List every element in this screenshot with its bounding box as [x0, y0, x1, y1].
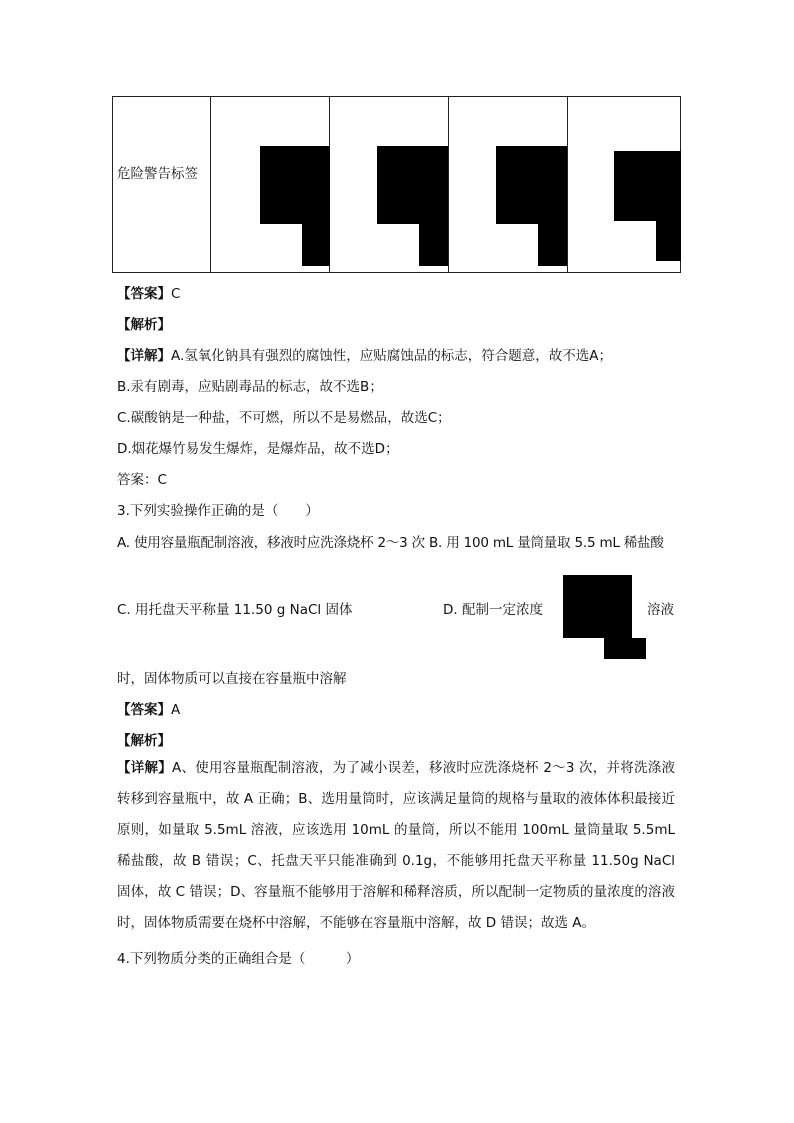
q2-detail-b: B.汞有剧毒，应贴剧毒品的标志，故不选B； [117, 379, 383, 395]
q2-final-answer: 答案：C [117, 472, 167, 488]
q2-detail-a: 【详解】A.氢氧化钠具有强烈的腐蚀性，应贴腐蚀品的标志，符合题意，故不选A； [117, 348, 613, 364]
q2-detail-d: D.烟花爆竹易发生爆炸，是爆炸品，故不选D； [117, 441, 399, 457]
q3-detail: 【详解】A、使用容量瓶配制溶液，为了减小误差，移液时应洗涤烧杯 2～3 次，并将洗涤液转移到容量瓶中，故 A 正确；B、选用量筒时，应该满足量筒的规格与量取的液体体积最接近原则，如量取 5.5mL 溶液，应该选用 10mL 的量筒，所以不能用 100mL 量筒量取 5.5mL 稀盐酸，故 B 错误；C、托盘天平只能准确到 0.1g，不能够用托盘天平称量 11.50g NaCl 固体，故 C 错误；D、容量瓶不能够用于溶解和稀释溶质，所以配制一定物质的量浓度的溶液时，固体物质需要在烧杯中溶解，不能够在容量瓶中溶解，故 D 错误；故选 A。 [117, 760, 676, 931]
q3-answer-line: 【答案】A [117, 702, 181, 718]
q4-stem: 4.下列物质分类的正确组合是（ ） [117, 951, 360, 967]
q2-answer-line: 【答案】C [117, 286, 181, 302]
table-divider [210, 97, 211, 272]
q3-options-ab [117, 531, 664, 551]
q2-detail-c: C.碳酸钠是一种盐，不可燃，所以不是易燃品，故选C； [117, 410, 451, 426]
hazard-label-table [112, 96, 681, 273]
table-divider [448, 97, 449, 272]
option-a: A. 使用容量瓶配制溶液，移液时应洗涤烧杯 2～3 次 [117, 535, 425, 551]
option-d-post: 溶液 [647, 602, 674, 618]
table-divider [567, 97, 568, 272]
q3-stem: 3.下列实验操作正确的是（ ） [117, 503, 319, 519]
table-row-label: 危险警告标签 [117, 166, 198, 182]
q2-analysis-tag: 【解析】 [117, 317, 171, 333]
option-c: C. 用托盘天平称量 11.50 g NaCl 固体 [117, 602, 353, 618]
option-d-pre: D. 配制一定浓度 [443, 602, 543, 618]
option-d-continued: 时，固体物质可以直接在容量瓶中溶解 [117, 671, 347, 687]
q3-analysis-tag: 【解析】 [117, 733, 171, 749]
option-b: B. 用 100 mL 量筒量取 5.5 mL 稀盐酸 [428, 535, 664, 551]
